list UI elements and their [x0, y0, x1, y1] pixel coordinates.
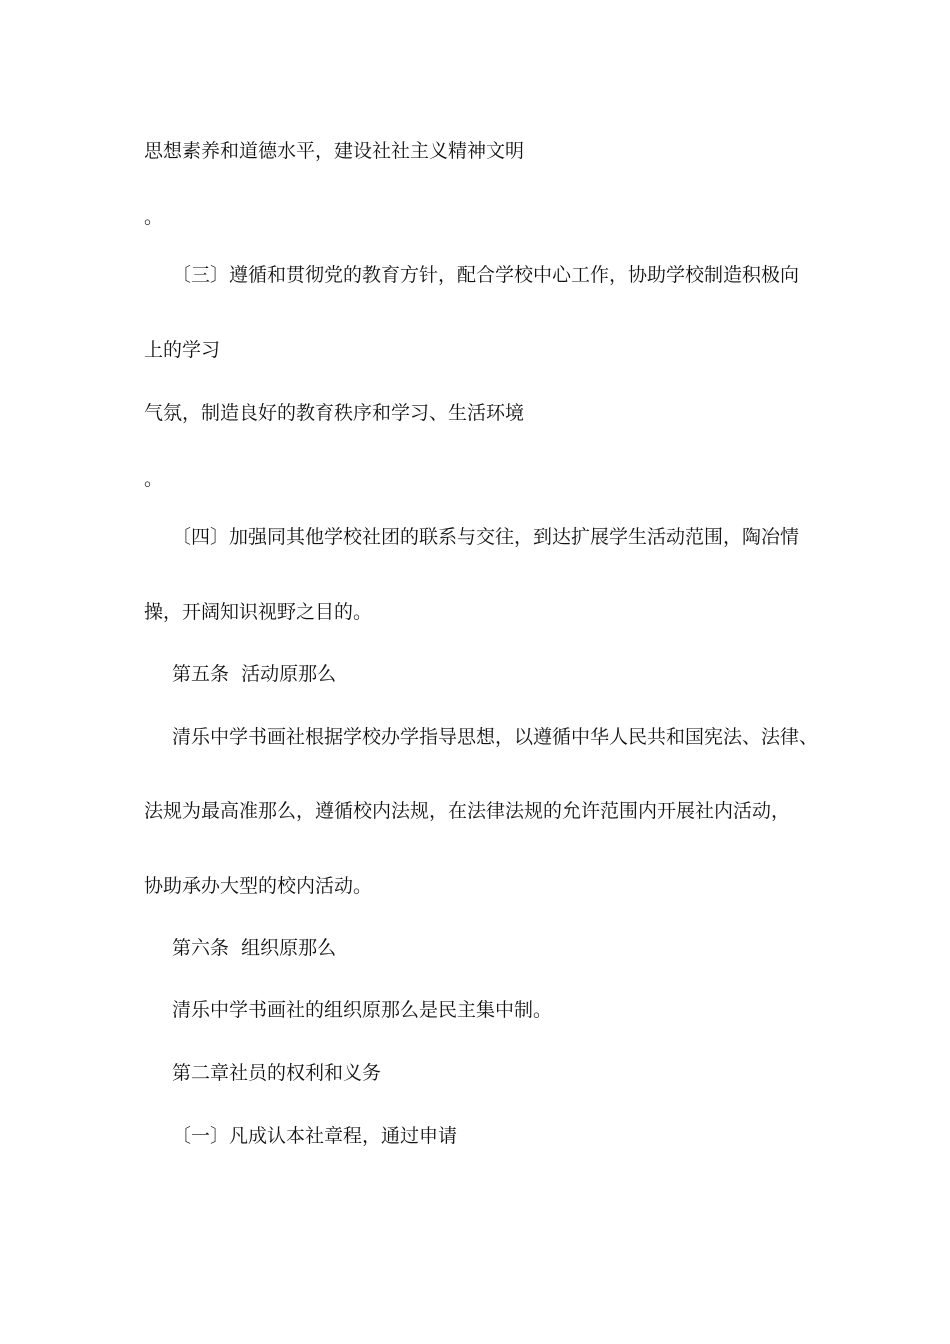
text-line: 法规为最高准那么，遵循校内法规，在法律法规的允许范围内开展社内活动， — [144, 800, 791, 822]
text-line: 清乐中学书画社根据学校办学指导思想，以遵循中华人民共和国宪法、法律、 — [172, 726, 819, 748]
text-line: 〔一〕凡成认本社章程，通过申请 — [172, 1125, 458, 1147]
text-line: 气氛，制造良好的教育秩序和学习、生活环境 — [144, 402, 525, 424]
text-line: 清乐中学书画社的组织原那么是民主集中制。 — [172, 999, 553, 1021]
text-line: 上的学习 — [144, 339, 221, 361]
text-line: 协助承办大型的校内活动。 — [144, 875, 373, 897]
text-line: 。 — [144, 206, 164, 228]
text-line: 〔四〕加强同其他学校社团的联系与交往，到达扩展学生活动范围，陶冶情 — [172, 526, 800, 548]
text-line: 。 — [144, 468, 164, 490]
section-heading: 第五条 活动原那么 — [172, 663, 337, 685]
text-line: 思想素养和道德水平，建设社社主义精神文明 — [144, 140, 525, 162]
chapter-heading: 第二章社员的权利和义务 — [172, 1062, 382, 1084]
text-line: 〔三〕遵循和贯彻党的教育方针，配合学校中心工作，协助学校制造积极向 — [172, 264, 800, 286]
section-heading: 第六条 组织原那么 — [172, 937, 337, 959]
text-line: 操，开阔知识视野之目的。 — [144, 601, 373, 623]
